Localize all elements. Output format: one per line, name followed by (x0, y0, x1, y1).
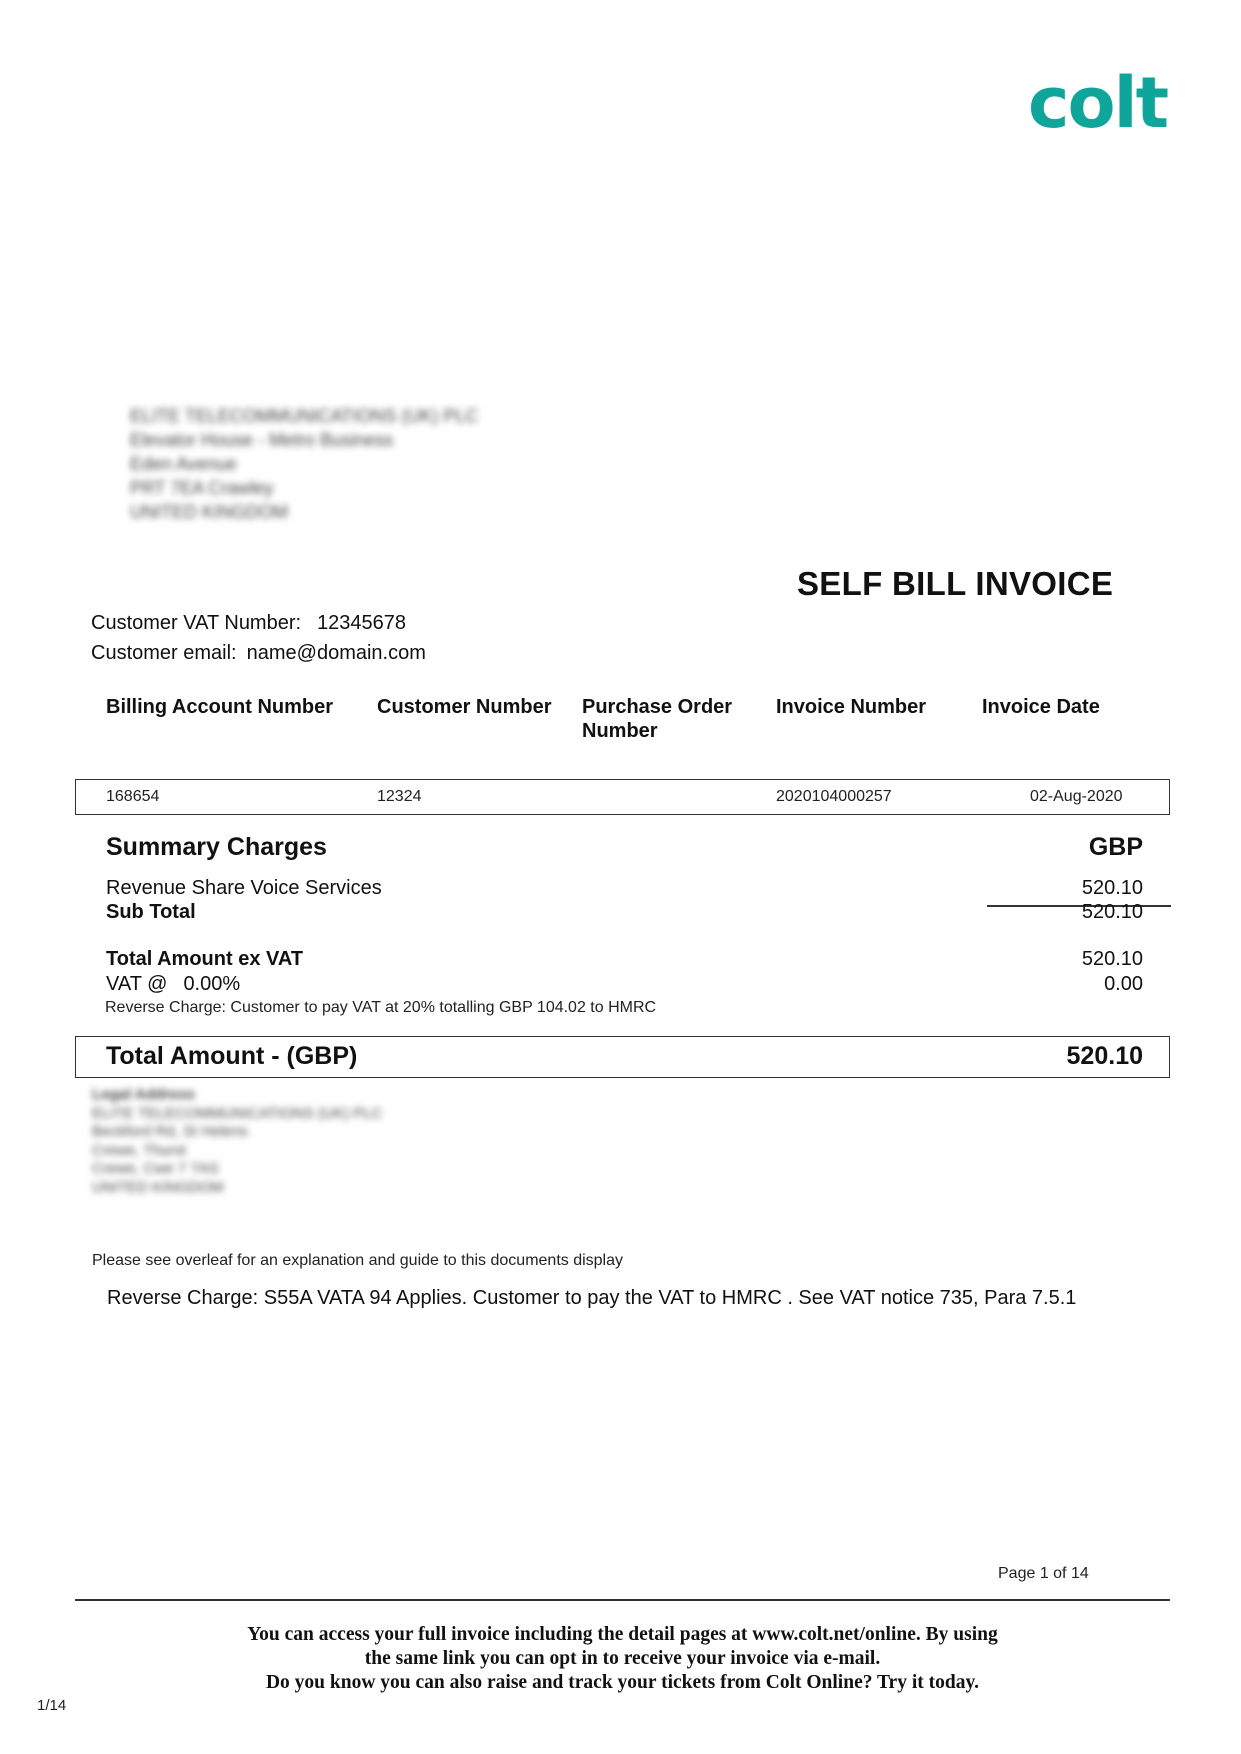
document-title: SELF BILL INVOICE (797, 565, 1114, 602)
legal-line: Beckford Rd, St Helens (92, 1123, 248, 1140)
account-row-box (75, 779, 1170, 815)
customer-email-line (91, 642, 426, 665)
invoice-number-value: 2020104000257 (776, 788, 892, 805)
footer-line: the same link you can opt in to receive your invoice via e-mail. (364, 1648, 881, 1669)
total-value: 520.10 (1066, 1042, 1143, 1070)
vat-amount: 0.00 (1104, 973, 1143, 995)
legal-line: UNITED KINGDOM (92, 1178, 224, 1196)
billing-account-value: 168654 (106, 788, 160, 805)
customer-number-value: 12324 (377, 788, 422, 805)
address-line: PRT 7EA Crawley (130, 478, 274, 498)
recipient-address (130, 404, 478, 524)
customer-email-value: name@domain.com (246, 642, 426, 664)
customer-vat-label: Customer VAT Number: (91, 612, 302, 634)
reverse-charge-note: Reverse Charge: Customer to pay VAT at 20% totalling GBP 104.02 to HMRC (105, 999, 657, 1016)
summary-currency: GBP (1088, 833, 1143, 861)
legal-line: Crewe, Cwe 7 7AS (92, 1160, 219, 1177)
header-po-line1: Purchase Order (582, 696, 733, 718)
header-billing-account: Billing Account Number (106, 696, 334, 718)
summary-heading: Summary Charges (106, 833, 327, 861)
total-ex-vat-label: Total Amount ex VAT (106, 948, 304, 970)
header-invoice-date: Invoice Date (982, 696, 1100, 718)
page-counter: 1/14 (37, 1697, 67, 1714)
summary-item-amount: 520.10 (1081, 877, 1143, 899)
total-label: Total Amount - (GBP) (106, 1042, 358, 1070)
header-po-line2: Number (582, 720, 658, 742)
footer-rule (75, 1599, 1170, 1601)
address-line: Elevator House - Metro Business (130, 430, 394, 450)
legal-line: Crewe, Thurst (92, 1141, 186, 1159)
footer-message (75, 1623, 1170, 1695)
summary-item-label: Revenue Share Voice Services (106, 877, 382, 899)
vat-line (106, 973, 240, 996)
reverse-charge-statement: Reverse Charge: S55A VATA 94 Applies. Customer to pay the VAT to HMRC . See VAT notice 735, Para 7.5.1 (107, 1287, 1077, 1309)
subtotal-label: Sub Total (106, 901, 196, 923)
address-line: ELITE TELECOMMUNICATIONS (UK) PLC (130, 406, 479, 426)
vat-label: VAT @ (106, 973, 168, 995)
address-line: UNITED KINGDOM (130, 502, 289, 522)
page-label: Page 1 of 14 (998, 1565, 1089, 1582)
header-customer-number: Customer Number (377, 696, 552, 718)
header-invoice-number: Invoice Number (776, 696, 927, 718)
legal-line: ELITE TELECOMMUNICATIONS (UK) PLC (92, 1104, 383, 1122)
subtotal-value: 520.10 (1081, 901, 1143, 923)
invoice-date-value: 02-Aug-2020 (1030, 788, 1123, 805)
colt-logo: colt (1028, 62, 1168, 144)
legal-entity-address (92, 1086, 382, 1197)
customer-vat-value: 12345678 (317, 612, 407, 634)
footer-line: You can access your full invoice including the detail pages at www.colt.net/online. By using (247, 1624, 998, 1645)
customer-email-label: Customer email: (91, 642, 237, 664)
total-ex-vat-value: 520.10 (1081, 948, 1143, 970)
overleaf-footnote: Please see overleaf for an explanation and guide to this documents display (92, 1252, 624, 1269)
customer-vat-line (91, 612, 406, 635)
header-purchase-order (582, 695, 732, 743)
footer-line: Do you know you can also raise and track your tickets from Colt Online? Try it today. (265, 1672, 980, 1693)
address-line: Eden Avenue (130, 454, 237, 474)
legal-line: Legal Address (92, 1086, 195, 1103)
vat-rate: 0.00% (183, 973, 241, 995)
